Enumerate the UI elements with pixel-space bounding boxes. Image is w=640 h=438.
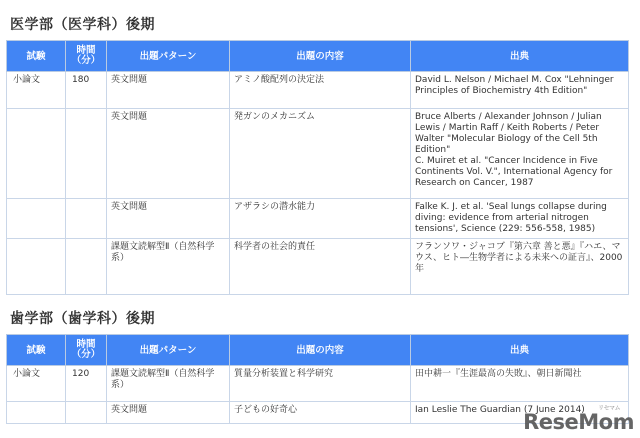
source-line: Ian Leslie The Guardian (7 June 2014) xyxy=(415,405,585,415)
source-line: C. Muiret et al. "Cancer Incidence in Five Continents Vol. V.", International Agency for Research on Cancer, 1987 xyxy=(415,156,613,188)
table-header-row xyxy=(7,41,629,72)
header-pattern: 出題パターン xyxy=(107,41,230,72)
header-exam: 試験 xyxy=(7,41,66,72)
source-line: Falke K. J. et al. 'Seal lungs collapse during diving: evidence from arterial nitrogen tensions', Science (229: 556-558, 1985) xyxy=(415,202,607,234)
section1-title: 医学部（医学科）後期 xyxy=(10,17,155,33)
table-row xyxy=(7,239,629,295)
source-line: Bruce Alberts / Alexander Johnson / Julian Lewis / Martin Raff / Keith Roberts / Peter Walter "Molecular Biology of the Cell 5th Edition" xyxy=(415,112,602,155)
source-cell xyxy=(411,72,629,109)
exam-cell: 小論文 xyxy=(7,72,66,109)
time-cell xyxy=(66,199,107,239)
section1-table xyxy=(6,40,629,295)
content-cell: アザラシの潜水能力 xyxy=(230,199,411,239)
content-cell: 子どもの好奇心 xyxy=(230,402,411,424)
section2-title: 歯学部（歯学科）後期 xyxy=(10,311,155,327)
source-cell xyxy=(411,109,629,199)
exam-cell: 小論文 xyxy=(7,366,66,402)
header-source: 出典 xyxy=(411,335,629,366)
pattern-cell: 英文問題 xyxy=(107,402,230,424)
source-line: フランソワ・ジャコブ『第六章 善と悪』『ハエ、マウス、ヒト―生物学者による未来への証言』、2000年 xyxy=(415,242,623,274)
pattern-cell: 英文問題 xyxy=(107,72,230,109)
header-time: 時間 （分） xyxy=(66,335,107,366)
source-cell xyxy=(411,366,629,402)
time-cell xyxy=(66,109,107,199)
header-content: 出題の内容 xyxy=(230,335,411,366)
table-row xyxy=(7,199,629,239)
exam-cell xyxy=(7,199,66,239)
content-cell: 科学者の社会的責任 xyxy=(230,239,411,295)
time-cell xyxy=(66,239,107,295)
header-pattern: 出題パターン xyxy=(107,335,230,366)
source-line: 田中耕一『生涯最高の失敗』、朝日新聞社 xyxy=(415,369,582,379)
logo-text: ReseMom xyxy=(523,410,634,434)
header-exam: 試験 xyxy=(7,335,66,366)
pattern-cell: 英文問題 xyxy=(107,199,230,239)
pattern-cell: 課題文読解型Ⅱ（自然科学系） xyxy=(107,239,230,295)
content-cell: 発ガンのメカニズム xyxy=(230,109,411,199)
table-row xyxy=(7,72,629,109)
time-cell: 120 xyxy=(66,366,107,402)
exam-cell xyxy=(7,109,66,199)
header-time: 時間 （分） xyxy=(66,41,107,72)
table-row xyxy=(7,366,629,402)
source-cell xyxy=(411,199,629,239)
exam-cell xyxy=(7,402,66,424)
source-cell xyxy=(411,239,629,295)
time-cell xyxy=(66,402,107,424)
table-row xyxy=(7,109,629,199)
resemom-logo xyxy=(523,405,634,434)
pattern-cell: 英文問題 xyxy=(107,109,230,199)
logo-subtext: リセマム xyxy=(598,405,620,412)
content-cell: アミノ酸配列の決定法 xyxy=(230,72,411,109)
pattern-cell: 課題文読解型Ⅱ（自然科学系） xyxy=(107,366,230,402)
time-cell: 180 xyxy=(66,72,107,109)
content-cell: 質量分析装置と科学研究 xyxy=(230,366,411,402)
header-source: 出典 xyxy=(411,41,629,72)
table-header-row xyxy=(7,335,629,366)
source-line: David L. Nelson / Michael M. Cox "Lehninger Principles of Biochemistry 4th Edition" xyxy=(415,75,614,96)
exam-cell xyxy=(7,239,66,295)
header-content: 出題の内容 xyxy=(230,41,411,72)
